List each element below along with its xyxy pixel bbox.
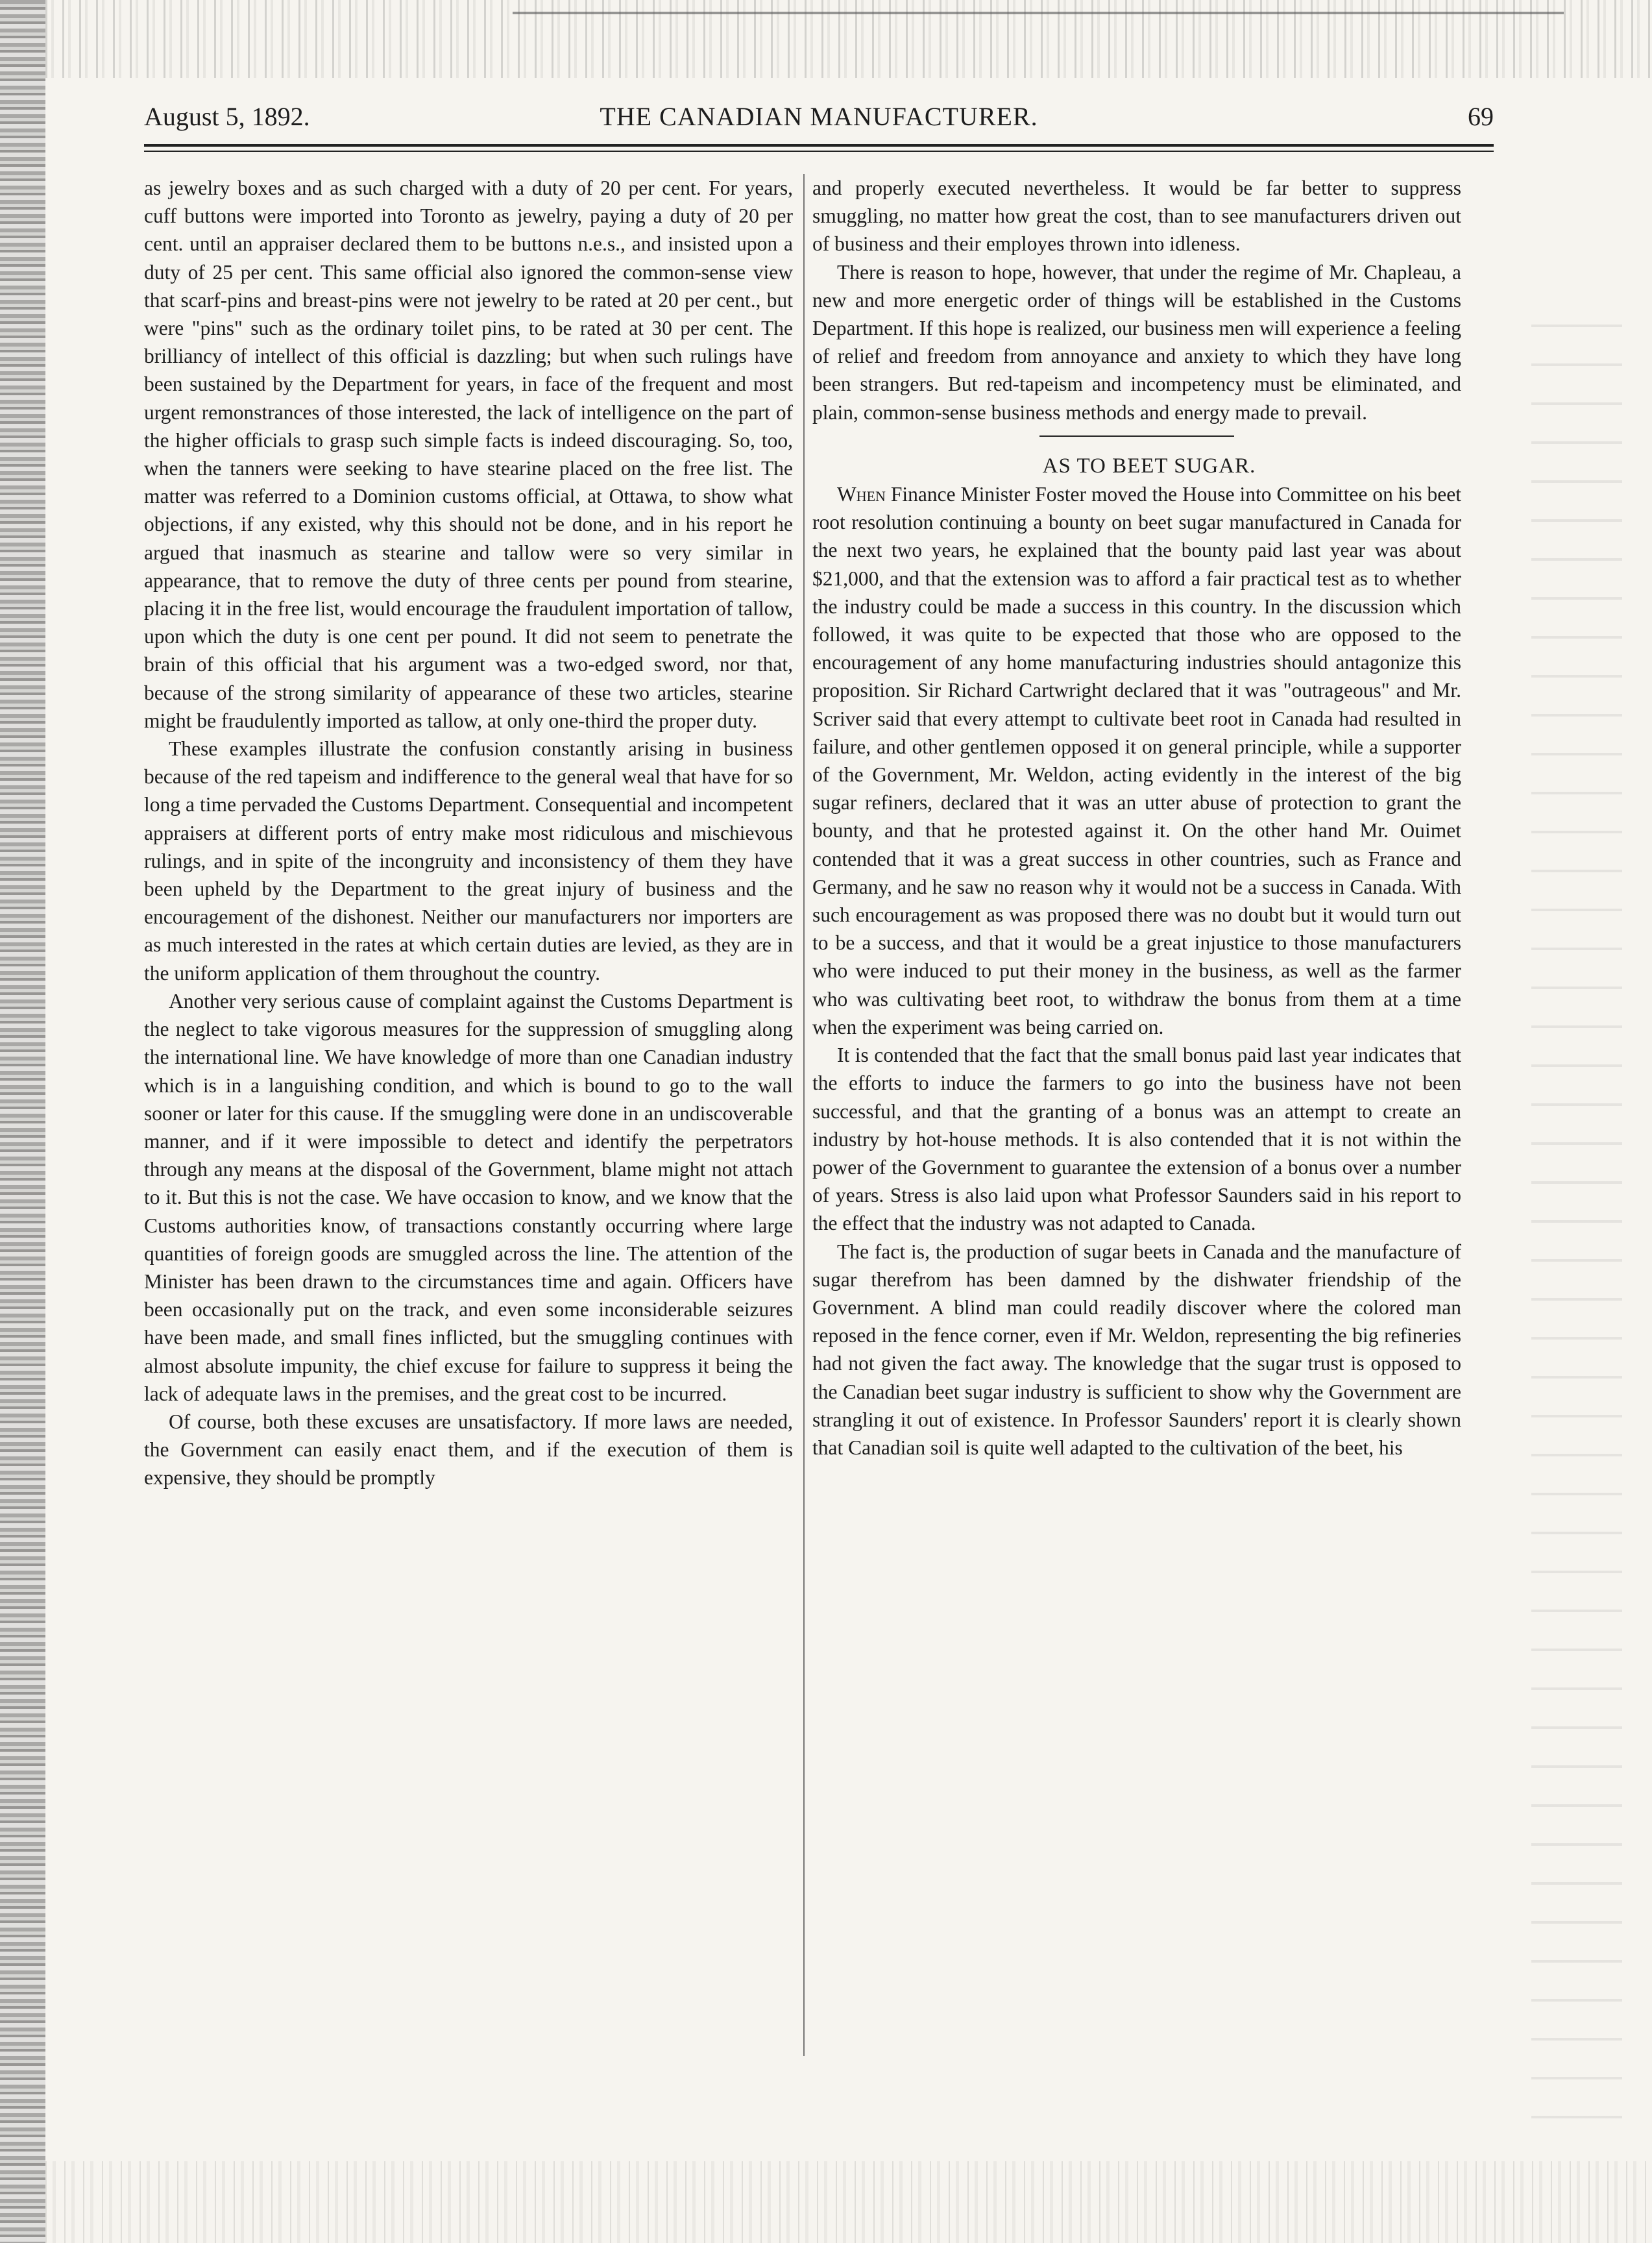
paragraph: These examples illustrate the confusion constantly arising in business because of the red tapeism and indifference to the general weal that have for so long a time pervaded the Customs Department. Consequential and incompetent appraisers at different ports of entry make most ridiculous and mischievous rulings, and in spite of the incongruity and inconsistency of them they have been upheld by the Department to the great injury of business and the encouragement of the dishonest. Neither our manufacturers nor importers are as much interested in the rates at which certain duties are levied, as they are in the uniform application of them throughout the country. xyxy=(144,737,793,985)
right-column xyxy=(812,174,1461,2121)
issue-date: August 5, 1892. xyxy=(144,102,310,131)
paragraph: and properly executed nevertheless. It would be far better to suppress smuggling, no matter how great the cost, than to see manufacturers driven out of business and their employes thrown into idleness. xyxy=(812,177,1461,256)
section-rule xyxy=(1039,435,1234,437)
paragraph: It is contended that the fact that the small bonus paid last year indicates that the efforts to induce the farmers to go into the business have not been successful, and that the granting of a bonus was an attempt to create an industry by hot-house methods. It is also contended that it is not within the power of the Government to guarantee the extension of a bonus over a number of years. Stress is also laid upon what Professor Saunders said in his report to the effect that the industry was not adapted to Canada. xyxy=(812,1044,1461,1235)
scan-left-edge xyxy=(0,0,45,2243)
section-heading: AS TO BEET SUGAR. xyxy=(1042,454,1256,478)
paragraph: as jewelry boxes and as such charged with a duty of 20 per cent. For years, cuff buttons were imported into Toronto as jewelry, paying a duty of 20 per cent. until an appraiser declared them to be buttons n.e.s., and insisted upon a duty of 25 per cent. This same official also ignored the common-sense view that scarf-pins and breast-pins were not jewelry to be rated at 20 per cent., but were "pins" such as the ordinary toilet pins, to be rated at 30 per cent. The brilliancy of intellect of this official is dazzling; but when such rulings have been sustained by the Department for years, in face of the frequent and most urgent remonstrances of those interested, the lack of intelligence on the part of the higher officials to grasp such simple facts is indeed discouraging. So, too, when the tanners were seeking to have stearine placed on the free list. The matter was referred to a Dominion customs official, at Ottawa, to show what objections, if any existed, why this should not be done, and in his report he argued that inasmuch as stearine and tallow were so very similar in appearance, that to remove the duty of three cents per pound from stearine, placing it in the free list, would encourage the fraudulent importation of tallow, upon which the duty is one cent per pound. It did not seem to penetrate the brain of this official that his argument was a two-edged sword, nor that, because of the strong similarity of appearance of these two articles, stearine might be fraudulently imported as tallow, at only one-third the proper duty. xyxy=(144,177,793,732)
paragraph: There is reason to hope, however, that under the regime of Mr. Chapleau, a new and more energetic order of things will be established in the Customs Department. If this hope is realized, our business men will experience a feeling of relief and freedom from annoyance and anxiety to which they have long been strangers. But red-tapeism and incompetency must be eliminated, and plain, common-sense business methods and energy made to prevail. xyxy=(812,260,1461,424)
page-header xyxy=(144,97,1494,136)
scan-top-rule xyxy=(513,12,1564,14)
scan-right-noise xyxy=(1531,325,1622,2155)
paragraph: Of course, both these excuses are unsatisfactory. If more laws are needed, the Government can easily enact them, and if the execution of them is expensive, they should be promptly xyxy=(144,1410,793,1489)
scan-bottom-noise xyxy=(45,2161,1652,2243)
paragraph: Another very serious cause of complaint against the Customs Department is the neglect to take vigorous measures for the suppression of smuggling along the international line. We have knowledge of more than one Canadian industry which is in a languishing condition, and which is bound to go to the wall sooner or later for this cause. If the smuggling were done in an undiscoverable manner, and if it were impossible to detect and identify the perpetrators through any means at the disposal of the Government, blame might not attach to it. But this is not the case. We have occasion to know, and we know that the Customs authorities know, of transactions constantly occurring where large quantities of foreign goods are smuggled across the line. The attention of the Minister has been drawn to the circumstances time and again. Officers have been occasionally put on the track, and even some inconsiderable seizures have been made, and small fines inflicted, but the smuggling continues with almost absolute impunity, the chief excuse for failure to suppress it being the lack of adequate laws in the premises, and the great cost to be incurred. xyxy=(144,989,793,1405)
header-rule-thin xyxy=(144,151,1494,152)
journal-title: THE CANADIAN MANUFACTURER. xyxy=(600,102,1038,131)
lead-text: Finance Minister Foster moved the House into Committee on his beet root resolution continuing a bounty on beet sugar manufactured in Canada for the next two years, he explained that the bounty paid last year was about $21,000, and that the extension was to afford a fair practical test as to whether the industry could be made a success in this country. In the discussion which followed, it was quite to be expected that those who are opposed to the encouragement of any home manufacturing industries should antagonize this proposition. Sir Richard Cartwright declared that it was "outrageous" and Mr. Scriver said that every attempt to cultivate beet root in Canada had resulted in failure, and other gentlemen opposed it on general principle, while a supporter of the Government, Mr. Weldon, acting evidently in the interest of the big sugar refiners, declared that it was an utter abuse of protection to grant the bounty, and that he protested against it. On the other hand Mr. Ouimet contended that it was a great success in other countries, such as France and Germany, and he saw no reason why it would not be a success in Canada. With such encouragement as was proposed there was no doubt but it would turn out to be a success, and that it would be a great injustice to those manufacturers who were induced to put their money in the business, as well as the farmer who was cultivating beet root, to withdraw the bonus from them at a time when the experiment was being carried on. xyxy=(812,483,1461,1038)
lead-word: When xyxy=(837,483,886,506)
section-lead-paragraph xyxy=(812,480,1461,1041)
page-number: 69 xyxy=(1468,102,1494,131)
paragraph: The fact is, the production of sugar beets in Canada and the manufacture of sugar therefrom has been damned by the dishwater friendship of the Government. A blind man could readily discover where the colored man reposed in the fence corner, even if Mr. Weldon, representing the big refineries had not given the fact away. The knowledge that the sugar trust is opposed to the Canadian beet sugar industry is sufficient to show why the Government are strangling it out of existence. In Professor Saunders' report it is clearly shown that Canadian soil is quite well adapted to the cultivation of the beet, his xyxy=(812,1240,1461,1459)
column-divider xyxy=(803,174,805,2056)
header-rule-thick xyxy=(144,144,1494,147)
left-column xyxy=(144,174,793,2121)
